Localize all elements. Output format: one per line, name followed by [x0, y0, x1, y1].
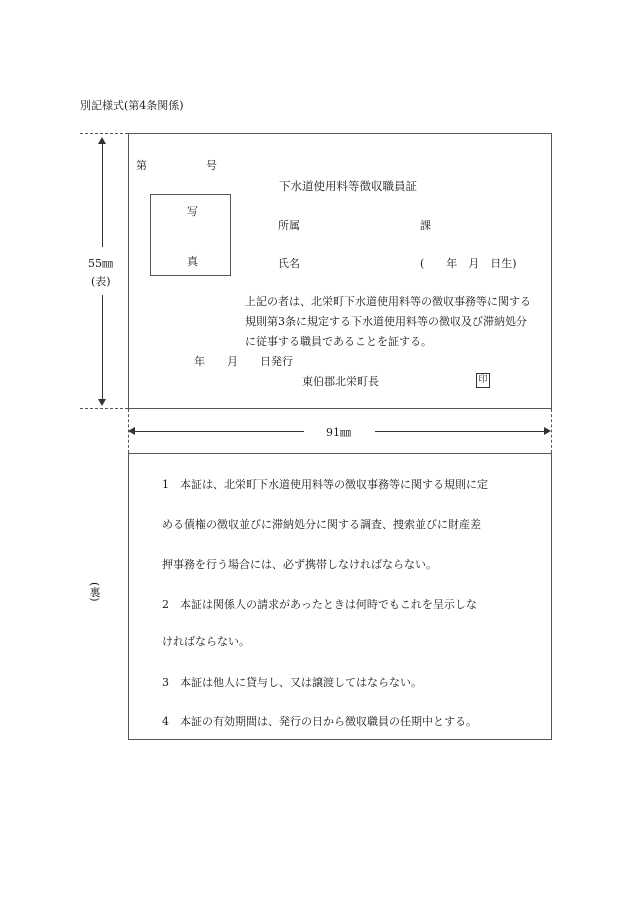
- issue-date: 年 月 日発行: [194, 355, 293, 368]
- back-line-2: める債権の徴収並びに滞納処分に関する調査、捜索並びに財産差: [162, 518, 481, 531]
- back-line-6: 3 本証は他人に貸与し、又は譲渡してはならない。: [162, 676, 422, 689]
- photo-char-top: 写: [187, 205, 198, 218]
- name-label: 氏名: [278, 257, 300, 270]
- arrow-right-icon: [544, 427, 551, 435]
- section-label: 課: [420, 219, 431, 232]
- number-prefix: 第: [136, 159, 147, 172]
- back-line-7: 4 本証の有効期間は、発行の日から徴収職員の任期中とする。: [162, 715, 477, 728]
- issuer: 東伯郡北栄町長: [302, 375, 379, 388]
- dept-label: 所属: [278, 219, 300, 232]
- cert-line-1: 上記の者は、北栄町下水道使用料等の徴収事務等に関する: [245, 295, 531, 308]
- birth-label: ( 年 月 日生): [420, 257, 517, 270]
- front-side-label: (表): [91, 275, 111, 288]
- form-title: 別記様式(第4条関係): [80, 99, 184, 112]
- height-label: 55㎜: [88, 257, 113, 270]
- photo-char-bottom: 真: [187, 255, 198, 268]
- back-line-4: 2 本証は関係人の請求があったときは何時でもこれを呈示しな: [162, 598, 477, 611]
- back-line-5: ければならない。: [162, 635, 250, 648]
- card-title: 下水道使用料等徴収職員証: [279, 179, 417, 193]
- seal-icon: 印: [476, 373, 490, 388]
- back-line-1: 1 本証は、北栄町下水道使用料等の徴収事務等に関する規則に定: [162, 478, 488, 491]
- cert-line-2: 規則第3条に規定する下水道使用料等の徴収及び滞納処分: [245, 315, 527, 328]
- back-side-label: (裏): [88, 582, 101, 602]
- back-line-3: 押事務を行う場合には、必ず携帯しなければならない。: [162, 558, 437, 571]
- number-suffix: 号: [206, 159, 217, 172]
- width-label: 91㎜: [326, 426, 351, 439]
- arrow-down-icon: [98, 399, 106, 406]
- cert-line-3: に従事する職員であることを証する。: [245, 335, 432, 348]
- photo-box: [150, 194, 231, 276]
